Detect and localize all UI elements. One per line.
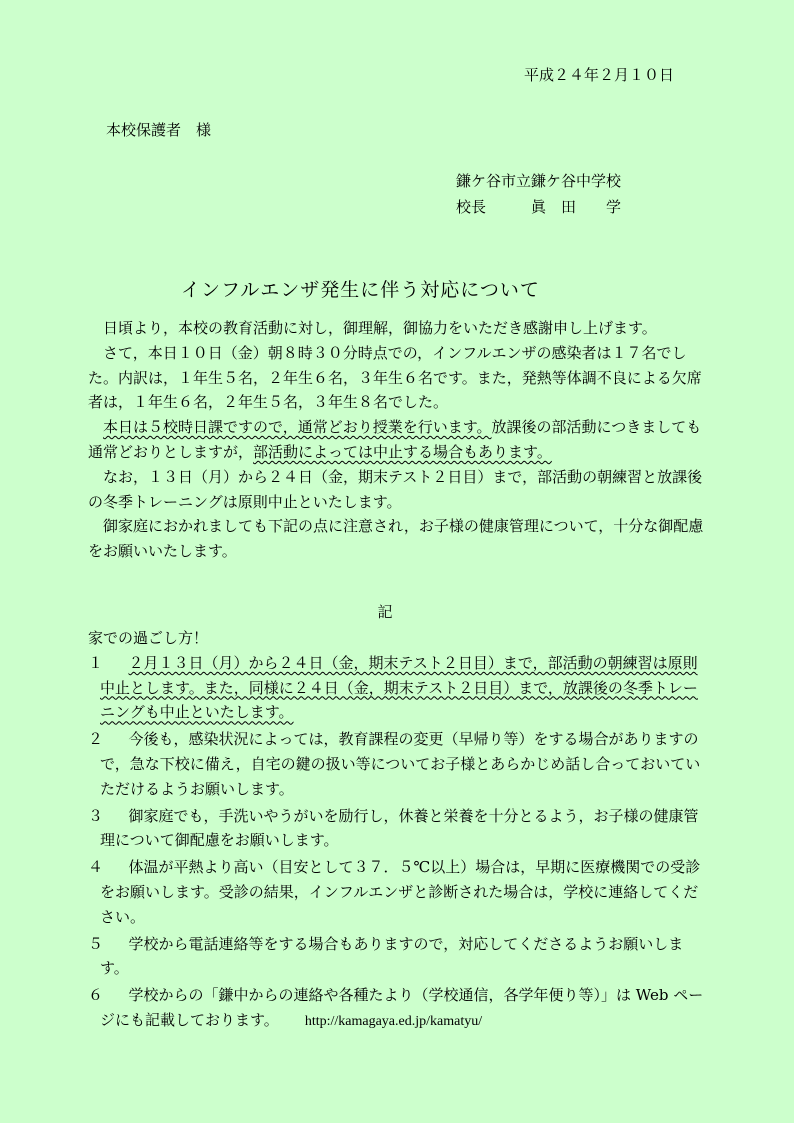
item-text: 学校から電話連絡等をする場合もありますので，対応してくださるようお願いします。 [100, 934, 684, 978]
item-text: 学校からの「鎌中からの連絡や各種たより（学校通信，各学年便り等）」は Web ページにも記載しております。 [100, 986, 704, 1029]
highlight-classes: 本日は５校時日課ですので，通常どおり授業を行います。 [103, 418, 492, 437]
school-url[interactable]: http://kamagaya.ed.jp/kamatyu/ [304, 1013, 483, 1029]
item-number: １ [88, 653, 104, 672]
schedule-text: 放課後の部活動につきましても通常どおりとしますが， [88, 418, 702, 461]
list-item [88, 983, 710, 1035]
list-item [88, 651, 710, 725]
document-title: インフルエンザ発生に伴う対応について [181, 279, 540, 301]
item-text: 今後も，感染状況によっては，教育課程の変更（早帰り等）をする場合がありますので，急な下校に備え，自宅の鍵の扱い等についてお子様とあらかじめ話し合っておいていただけるようお願いします。 [100, 730, 701, 798]
highlight-club-cancel: 部活動によっては中止する場合もあります。 [253, 442, 552, 461]
item-number: ４ [88, 858, 104, 877]
issue-date: 平成２４年２月１０日 [524, 66, 675, 84]
paragraph-request: 御家庭におかれましても下記の点に注意され，お子様の健康管理について，十分な御配慮をお願いいたします。 [88, 517, 704, 561]
list-item [88, 727, 710, 801]
paragraph-greeting: 日頃より，本校の教育活動に対し，御理解，御協力をいただき感謝申し上げます。 [103, 319, 657, 337]
list-item [88, 932, 710, 982]
item-number: ２ [88, 730, 104, 749]
recipient: 本校保護者 様 [106, 121, 212, 139]
paragraph-schedule [88, 415, 710, 465]
item-text: 体温が平熱より高い（目安として３７．５℃以上）場合は，早期に医療機関での受診をお願いします。受診の結果，インフルエンザと診断された場合は，学校に連絡してください。 [100, 858, 701, 926]
instructions-list [88, 626, 710, 1037]
item-number: ６ [88, 986, 104, 1005]
item-number: ５ [88, 934, 104, 953]
body-text [88, 316, 710, 564]
list-item [88, 804, 710, 854]
list-heading: 家での過ごし方！ [88, 629, 209, 647]
list-item [88, 855, 710, 929]
item-text: 御家庭でも，手洗いやうがいを励行し，休養と栄養を十分とるよう，お子様の健康管理について御配慮をお願いします。 [100, 806, 699, 850]
paragraph-infection-status: さて，本日１０日（金）朝８時３０分時点での，インフルエンザの感染者は１７名でした。内訳は，１年生５名，２年生６名，３年生６名です。また，発熱等体調不良による欠席者は，１年生６名，２年生５名，３年生８名でした。 [88, 343, 702, 412]
item-text: ２月１３日（月）から２４日（金，期末テスト２日目）まで，部活動の朝練習は原則中止とします。また，同様に２４日（金，期末テスト２日目）まで，放課後の冬季トレーニングも中止といたします。 [100, 653, 698, 722]
sender-principal: 校長 眞 田 学 [456, 198, 622, 216]
ki-heading: 記 [377, 603, 393, 621]
sender-school: 鎌ケ谷市立鎌ケ谷中学校 [456, 172, 622, 190]
paragraph-club-suspension: なお，１３日（月）から２４日（金，期末テスト２日目）まで，部活動の朝練習と放課後の冬季トレーニングは原則中止といたします。 [88, 467, 703, 511]
item-number: ３ [88, 806, 104, 825]
